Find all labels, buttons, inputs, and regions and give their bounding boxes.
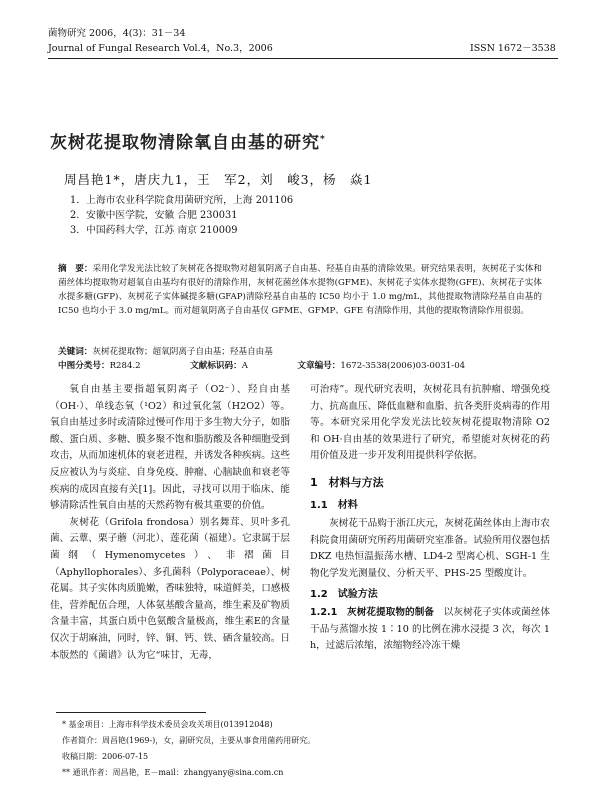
methods-text: 以灰树花子实体或菌丝体干品与蒸馏水按 1∶10 的比例在沸水浸提 3 次，每次 1 h，过滤后浓缩，浓缩物经冷冻干燥 (310, 607, 550, 652)
subsection-heading-1-2-1: 1.2.1 灰树花提取物的制备 (310, 607, 435, 619)
section-heading-1: 1 材料与方法 (310, 475, 384, 489)
footnote-rule (56, 712, 206, 713)
intro-paragraph-1: 氧自由基主要指超氧阴离子（O2⁻）、羟自由基（OH·）、单线态氧（¹O2）和过氧化氢（H2O2）等。氧自由基过多时或清除过慢可作用于多生物大分子，如脂酸、蛋白质、多糖、膜多聚不饱和脂肪酸及各种细胞受到攻击，从而加速机体的衰老进程，并诱发各种疾病。这些反应被认为与炎症、自身免疫、肿瘤、心脑缺血和衰老等疾病的成因直接有关[1]。因此，寻找可以用于临床、能够清除活性氧自由基的天然药物有极其重要的价值。 (50, 384, 290, 512)
clc-value: R284.2 (109, 361, 141, 371)
abstract-label: 摘 要： (58, 264, 93, 274)
footnote-received-date: 收稿日期：2006-07-15 (62, 752, 149, 761)
keywords-text: 灰树花提取物；超氧阴离子自由基；羟基自由基 (92, 347, 273, 357)
title-mark: * (320, 134, 326, 145)
paper-title (50, 128, 326, 153)
affiliation-1: 1．上海市农业科学院食用菌研究所，上海 201106 (70, 195, 294, 206)
article-id-label: 文章编号： (297, 361, 341, 371)
intro-continued: 可治痔”。现代研究表明，灰树花具有抗肿瘤、增强免疫力、抗高血压、降低血糖和血脂、抗各类肝炎病毒的作用等。本研究采用化学发光法比较灰树花提取物清除 O2 和 OH·自由基的效果进行了研究，希望能对灰树花的药用价值及进一步开发利用提供科学依据。 (310, 384, 550, 462)
issn: ISSN 1672－3538 (470, 43, 556, 54)
doc-code-value: A (241, 361, 248, 371)
subsection-heading-1-1: 1.1 材料 (310, 499, 358, 511)
clc-label: 中图分类号： (58, 361, 110, 371)
abstract (58, 262, 542, 318)
authors: 周昌艳1*，唐庆九1，王 军2，刘 峻3，杨 焱1 (64, 172, 373, 187)
footnote-funding: * 基金项目：上海市科学技术委员会攻关项目(013912048) (62, 720, 273, 729)
paper-title-text: 灰树花提取物清除氧自由基的研究 (50, 133, 320, 153)
classification-line (58, 359, 542, 373)
footnote-corresponding-author: ** 通讯作者：周昌艳，E－mail：zhangyany@sina.com.cn (62, 768, 284, 777)
materials-paragraph: 灰树花干品购于浙江庆元，灰树花菌丝体由上海市农科院食用菌研究所药用菌研究室准备。试验所用仪器包括 DKZ 电热恒温振荡水槽、LD4-2 型离心机、SGH-1 生物化学发光测量仪、分析天平、PHS-25 型酸度计。 (310, 518, 550, 579)
affiliation-2: 2．安徽中医学院，安徽 合肥 230031 (70, 210, 238, 221)
header-rule (48, 58, 558, 59)
doc-code-label: 文献标识码： (190, 361, 242, 371)
affiliation-3: 3．中国药科大学，江苏 南京 210009 (70, 225, 238, 236)
right-column (310, 382, 550, 655)
left-column (50, 382, 290, 664)
abstract-text: 采用化学发光法比较了灰树花各提取物对超氧阴离子自由基、羟基自由基的清除效果。研究结果表明，灰树花子实体和菌丝体均提取物对超氧自由基均有很好的清除作用，灰树花菌丝体水提物(GFME)、灰树花子实体水提物(GFE)、灰树花子实体水提多糖(GFP)、灰树花子实体碱提多糖(GFAP)清除羟基自由基的 IC50 均小于 1.0 mg/mL，其他提取物清除羟基自由基的 IC50 也均小于 3.0 mg/mL。而对超氧阴离子自由基仅 GFME、GFMP、GFE 有清除作用，其他的提取物清除作用很弱。 (58, 264, 542, 316)
article-id-value: 1672-3538(2006)03-0031-04 (340, 361, 466, 371)
methods-paragraph (310, 605, 550, 655)
keywords-label: 关键词： (58, 347, 93, 357)
subsection-heading-1-2: 1.2 试验方法 (310, 588, 378, 600)
journal-header-cn: 菌物研究 2006，4(3)：31－34 (48, 28, 186, 39)
footnote-author-bio: 作者简介：周昌艳(1969-)，女，副研究员，主要从事食用菌药用研究。 (62, 736, 316, 745)
journal-header-en: Journal of Fungal Research Vol.4，No.3，2006 (48, 43, 273, 54)
intro-paragraph-2: 灰树花（Grifola frondosa）别名舞茸、贝叶多孔菌、云蕈、栗子蘑（河北）、莲花菌（福建）。它隶属于层菌纲（Hymenomycetes）、非褶菌目（Aphyllophorales）、多孔菌科（Polyporaceae）、树花属。其子实体肉质脆嫩，香味独特，味道鲜美，口感极佳，营养配伍合理，人体氨基酸含量高，维生素及矿物质含量丰富，其蛋白质中色氨酸含量极高，维生素E的含量仅次于胡麻油，同时，锌、铜、钙、铁、硒含量较高。日本版然的《菌谱》认为它“味甘，无毒， (50, 516, 290, 661)
keywords (58, 345, 542, 359)
